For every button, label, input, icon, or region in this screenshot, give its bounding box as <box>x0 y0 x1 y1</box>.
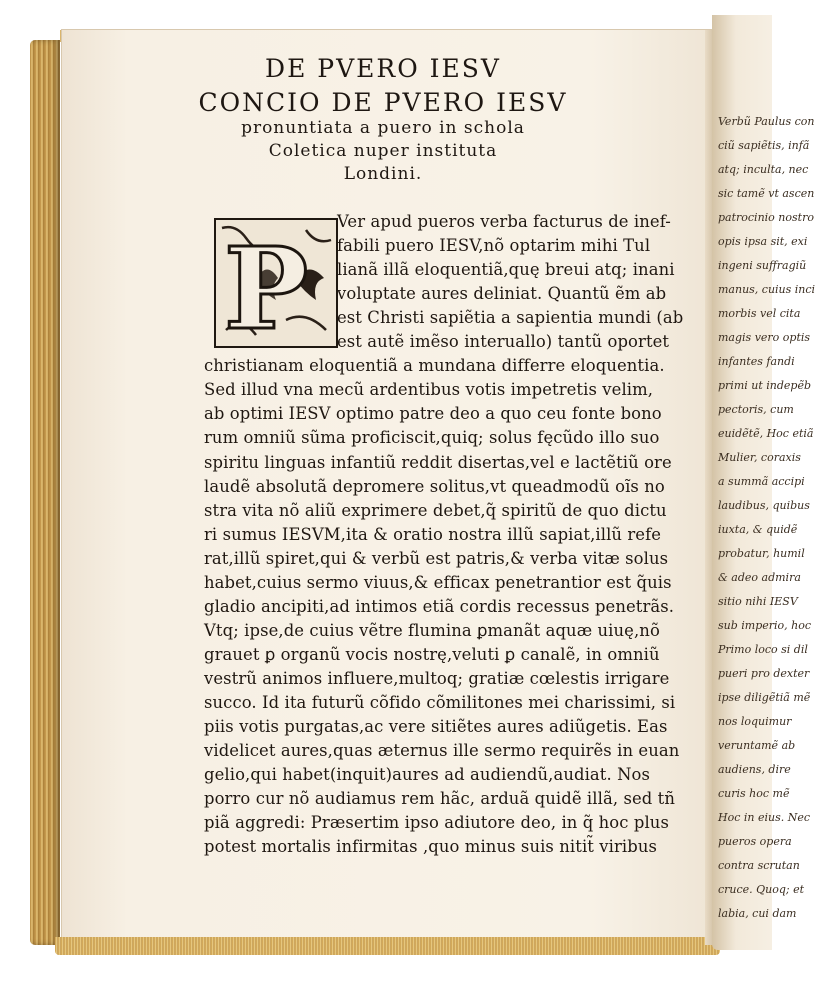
text-line: piã aggredi: Præsertim ipso adiutore deo, in q̃ hoc plus <box>204 813 669 833</box>
facing-text-line: cruce. Quoq; et <box>718 883 805 896</box>
facing-text-line: audiens, dire <box>718 763 791 776</box>
facing-text-line: a summã accipi <box>718 475 805 488</box>
decorated-initial-p <box>214 218 338 355</box>
facing-text-line: Verbũ Paulus con <box>718 115 815 128</box>
text-line: vestrũ animos influere,multoq; gratiæ cœlestis irrigare <box>204 668 670 688</box>
facing-text-line: ciũ sapiẽtis, infã <box>718 139 810 152</box>
facing-text-line: nos loquimur <box>718 715 792 728</box>
facing-text-line: opis ipsa sit, exi <box>718 235 808 248</box>
text-line: habet,cuius sermo viuus,& efficax penetrantior est q̃uis <box>204 572 672 592</box>
facing-text-line: manus, cuius inci <box>718 283 815 296</box>
text-line: videlicet aures,quas æternus ille sermo requirẽs in euan <box>204 741 680 761</box>
text-line: gelio,qui habet(inquit)aures ad audiendũ,audiat. Nos <box>204 765 651 785</box>
facing-text-line: sic tamẽ vt ascen <box>718 187 815 200</box>
facing-text-line: primi ut indepẽb <box>718 379 812 392</box>
facing-text-line: euidẽtẽ, Hoc etiã <box>718 427 814 440</box>
facing-text-line: veruntamẽ ab <box>718 739 796 752</box>
sermon-title: CONCIO DE PVERO IESV <box>198 88 568 117</box>
text-line: stra vita nõ aliũ exprimere debet,q̃ spiritũ de quo dictu <box>204 500 667 520</box>
text-line: Ver apud pueros verba facturus de inef- <box>337 212 671 231</box>
text-line: lianã illã eloquentiã,quę breui atq; inani <box>337 260 675 280</box>
facing-text-line: atq; inculta, nec <box>718 163 809 176</box>
text-line: potest mortalis infirmitas ,quo minus suis nitit̃ viribus <box>204 837 658 857</box>
text-line: succo. Id ita futurũ cõfido cõmilitones mei charissimi, si <box>204 693 676 712</box>
subtitle-line-1: pronuntiata a puero in schola <box>241 118 525 138</box>
text-line: ab optimi IESV optimo patre deo a quo ceu fonte bono <box>204 404 662 424</box>
facing-text-line: probatur, humil <box>718 547 805 560</box>
text-line: piis votis purgatas,ac vere sitiẽtes aures adiũgetis. Eas <box>204 717 668 737</box>
facing-text-line: pueri pro dexter <box>718 667 810 680</box>
facing-text-line: patrocinio nostro <box>718 211 814 224</box>
facing-text-line: iuxta, & quidẽ <box>718 523 798 536</box>
facing-text-line: ingeni suffragiũ <box>718 259 807 272</box>
facing-text-line: labia, cui dam <box>718 907 797 920</box>
text-line: gladio ancipiti,ad intimos etiã cordis recessus penetrãs. <box>204 596 675 616</box>
text-line: fabili puero IESV,nõ optarim mihi Tul <box>337 236 651 256</box>
facing-text-line: laudibus, quibus <box>718 499 810 512</box>
text-line: laudẽ absolutã depromere solitus,vt queadmodũ oĩs no <box>204 476 665 496</box>
subtitle-line-2: Coletica nuper instituta <box>268 141 498 161</box>
text-line: porro cur nõ audiamus rem hãc, arduã quidẽ illã, sed tñ <box>204 789 676 809</box>
text-line: grauet ꝑ organũ vocis nostrę,veluti ꝑ canalẽ, in omniũ <box>204 644 660 664</box>
text-line: rum omniũ sũma proficiscit,quiq; solus fęcũdo illo suo <box>204 428 660 448</box>
text-line: est Christi sapiẽtia a sapientia mundi (ab <box>337 308 684 328</box>
text-line: est autẽ imẽso interuallo) tantũ oportet <box>337 332 670 352</box>
facing-text-line: sub imperio, hoc <box>718 619 812 632</box>
woodcut-initial-icon <box>216 220 336 355</box>
facing-text-line: & adeo admira <box>718 571 801 584</box>
facing-text-line: curis hoc mẽ <box>718 787 790 800</box>
facing-text-line: Hoc in eius. Nec <box>718 811 811 824</box>
facing-text-line: ipse diligẽtiã mẽ <box>718 691 811 704</box>
text-line: voluptate aures deliniat. Quantũ ẽm ab <box>337 284 667 304</box>
facing-text-line: Mulier, coraxis <box>718 451 801 464</box>
running-title: DE PVERO IESV <box>265 54 501 83</box>
text-line: Vtq; ipse,de cuius vẽtre flumina ꝑmanãt aquæ uiuę,nõ <box>204 620 660 640</box>
facing-text-line: magis vero optis <box>718 331 811 344</box>
text-line: Sed illud vna mecũ ardentibus votis impetretis velim, <box>204 380 654 400</box>
text-line: christianam eloquentiã a mundana differre eloquentia. <box>204 356 665 376</box>
facing-text-line: pectoris, cum <box>718 403 794 416</box>
facing-text-line: morbis vel cita <box>718 307 801 320</box>
subtitle-line-3: Londini. <box>343 164 423 184</box>
page-bottom-gilt-edge <box>55 937 720 955</box>
text-line: rat,illũ spiret,qui & verbũ est patris,& verba vitæ solus <box>204 548 669 568</box>
facing-text-line: contra scrutan <box>718 859 800 872</box>
facing-text-line: infantes fandi <box>718 355 795 368</box>
facing-text-line: Primo loco si dil <box>718 643 808 656</box>
text-line: ri sumus IESVM,ita & oratio nostra illũ sapiat,illũ refe <box>204 524 662 544</box>
facing-text-line: pueros opera <box>718 835 792 848</box>
text-line: spiritu linguas infantiũ reddit disertas,vel e lactẽtiũ ore <box>204 452 672 472</box>
initial-glyph: P <box>224 224 309 355</box>
facing-text-line: sitio nihi IESV <box>718 595 798 608</box>
